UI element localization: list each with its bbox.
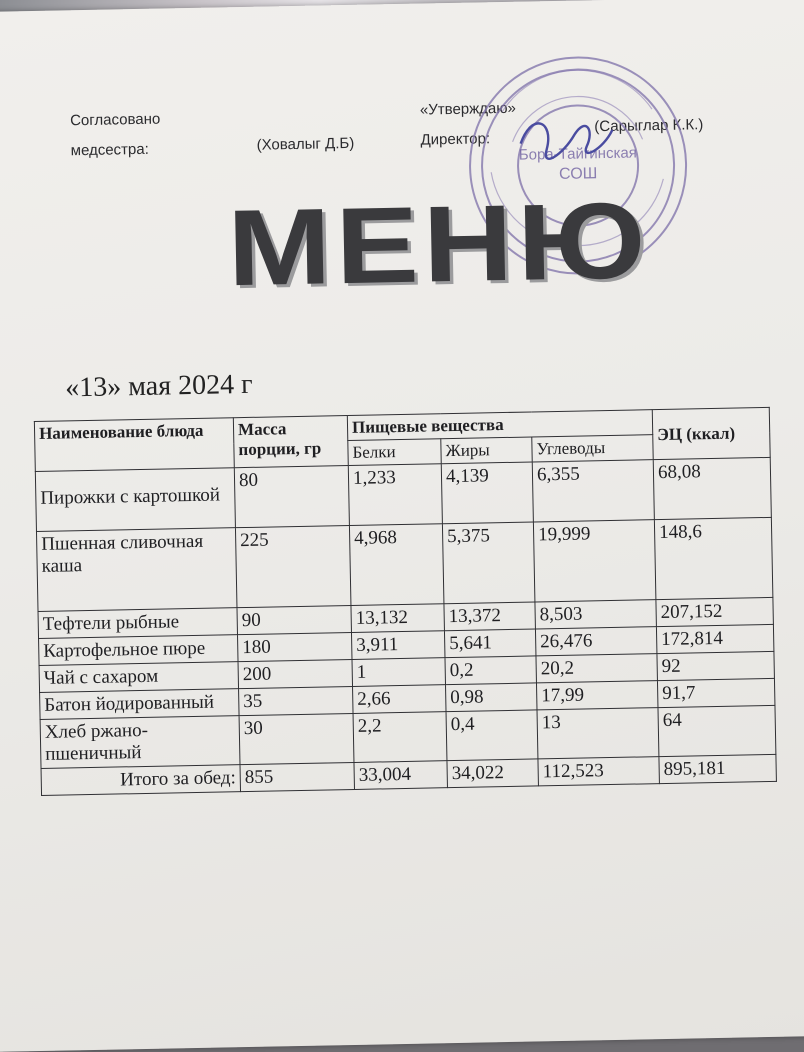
dish-name: Тефтели рыбные — [38, 608, 237, 639]
dish-protein: 4,968 — [349, 524, 444, 606]
dish-mass: 225 — [235, 526, 351, 608]
table-row — [36, 517, 772, 611]
header-mass: Масса порции, гр — [233, 416, 348, 468]
header-carbs: Углеводы — [532, 435, 653, 462]
approve-label: «Утверждаю» — [419, 99, 517, 119]
total-label: Итого за обед: — [41, 765, 240, 796]
total-carbs: 112,523 — [538, 757, 659, 786]
dish-name: Пшенная сливочная каша — [36, 528, 236, 612]
stamp-center-text-2: СОШ — [558, 165, 598, 183]
header-nutrients: Пищевые вещества — [347, 410, 652, 441]
dish-name: Батон йодированный — [40, 689, 239, 720]
director-name: (Сарыглар К.К.) — [594, 116, 704, 136]
dish-energy: 92 — [657, 651, 774, 680]
dish-mass: 30 — [239, 713, 354, 764]
total-fat: 34,022 — [447, 759, 539, 788]
nurse-label: медсестра: — [70, 140, 149, 160]
dish-energy: 207,152 — [656, 597, 773, 626]
dish-carbs: 19,999 — [533, 520, 656, 602]
dish-fat: 13,372 — [444, 602, 536, 631]
dish-protein: 1,233 — [348, 464, 442, 526]
page-title: МЕНЮ — [226, 179, 652, 309]
dish-protein: 3,911 — [351, 631, 445, 660]
dish-mass: 180 — [238, 632, 352, 661]
director-label: Директор: — [420, 130, 491, 149]
dish-fat: 5,641 — [444, 629, 536, 658]
dish-carbs: 20,2 — [536, 654, 657, 683]
dish-energy: 68,08 — [653, 457, 771, 519]
dish-name: Чай с сахаром — [39, 662, 238, 693]
total-mass: 855 — [240, 762, 354, 791]
dish-protein: 1 — [352, 658, 446, 687]
dish-mass: 35 — [239, 686, 353, 715]
stamp-center-text-1: Бора-Тайгинская — [518, 144, 638, 164]
dish-carbs: 13 — [537, 708, 659, 759]
dish-energy: 64 — [658, 705, 776, 756]
total-energy: 895,181 — [659, 754, 776, 783]
dish-carbs: 26,476 — [535, 627, 656, 656]
dish-protein: 2,2 — [353, 712, 447, 763]
nurse-name: (Ховалыг Д.Б) — [256, 134, 355, 154]
menu-table — [34, 407, 777, 796]
dish-mass: 200 — [238, 659, 352, 688]
dish-protein: 13,132 — [351, 604, 445, 633]
dish-protein: 2,66 — [353, 685, 447, 714]
dish-carbs: 17,99 — [536, 681, 657, 710]
dish-name: Картофельное пюре — [39, 635, 238, 666]
menu-date: «13» мая 2024 г — [64, 368, 253, 404]
dish-mass: 80 — [234, 466, 349, 528]
dish-fat: 5,375 — [442, 522, 535, 604]
dish-energy: 91,7 — [657, 678, 774, 707]
dish-fat: 0,2 — [445, 656, 537, 685]
dish-energy: 172,814 — [656, 624, 773, 653]
dish-fat: 0,4 — [446, 710, 538, 761]
dish-name: Хлеб ржано-пшеничный — [40, 716, 240, 769]
dish-fat: 0,98 — [445, 683, 537, 712]
header-energy: ЭЦ (ккал) — [652, 407, 770, 459]
agreed-label: Согласовано — [69, 110, 161, 130]
dish-name: Пирожки с картошкой — [35, 468, 235, 532]
header-fat: Жиры — [441, 437, 532, 464]
total-protein: 33,004 — [354, 761, 448, 790]
header-protein: Белки — [348, 439, 441, 466]
dish-fat: 4,139 — [441, 462, 533, 524]
dish-carbs: 6,355 — [532, 460, 654, 522]
header-name: Наименование блюда — [34, 418, 234, 472]
dish-carbs: 8,503 — [535, 600, 656, 629]
dish-energy: 148,6 — [654, 517, 773, 599]
dish-mass: 90 — [237, 605, 351, 634]
